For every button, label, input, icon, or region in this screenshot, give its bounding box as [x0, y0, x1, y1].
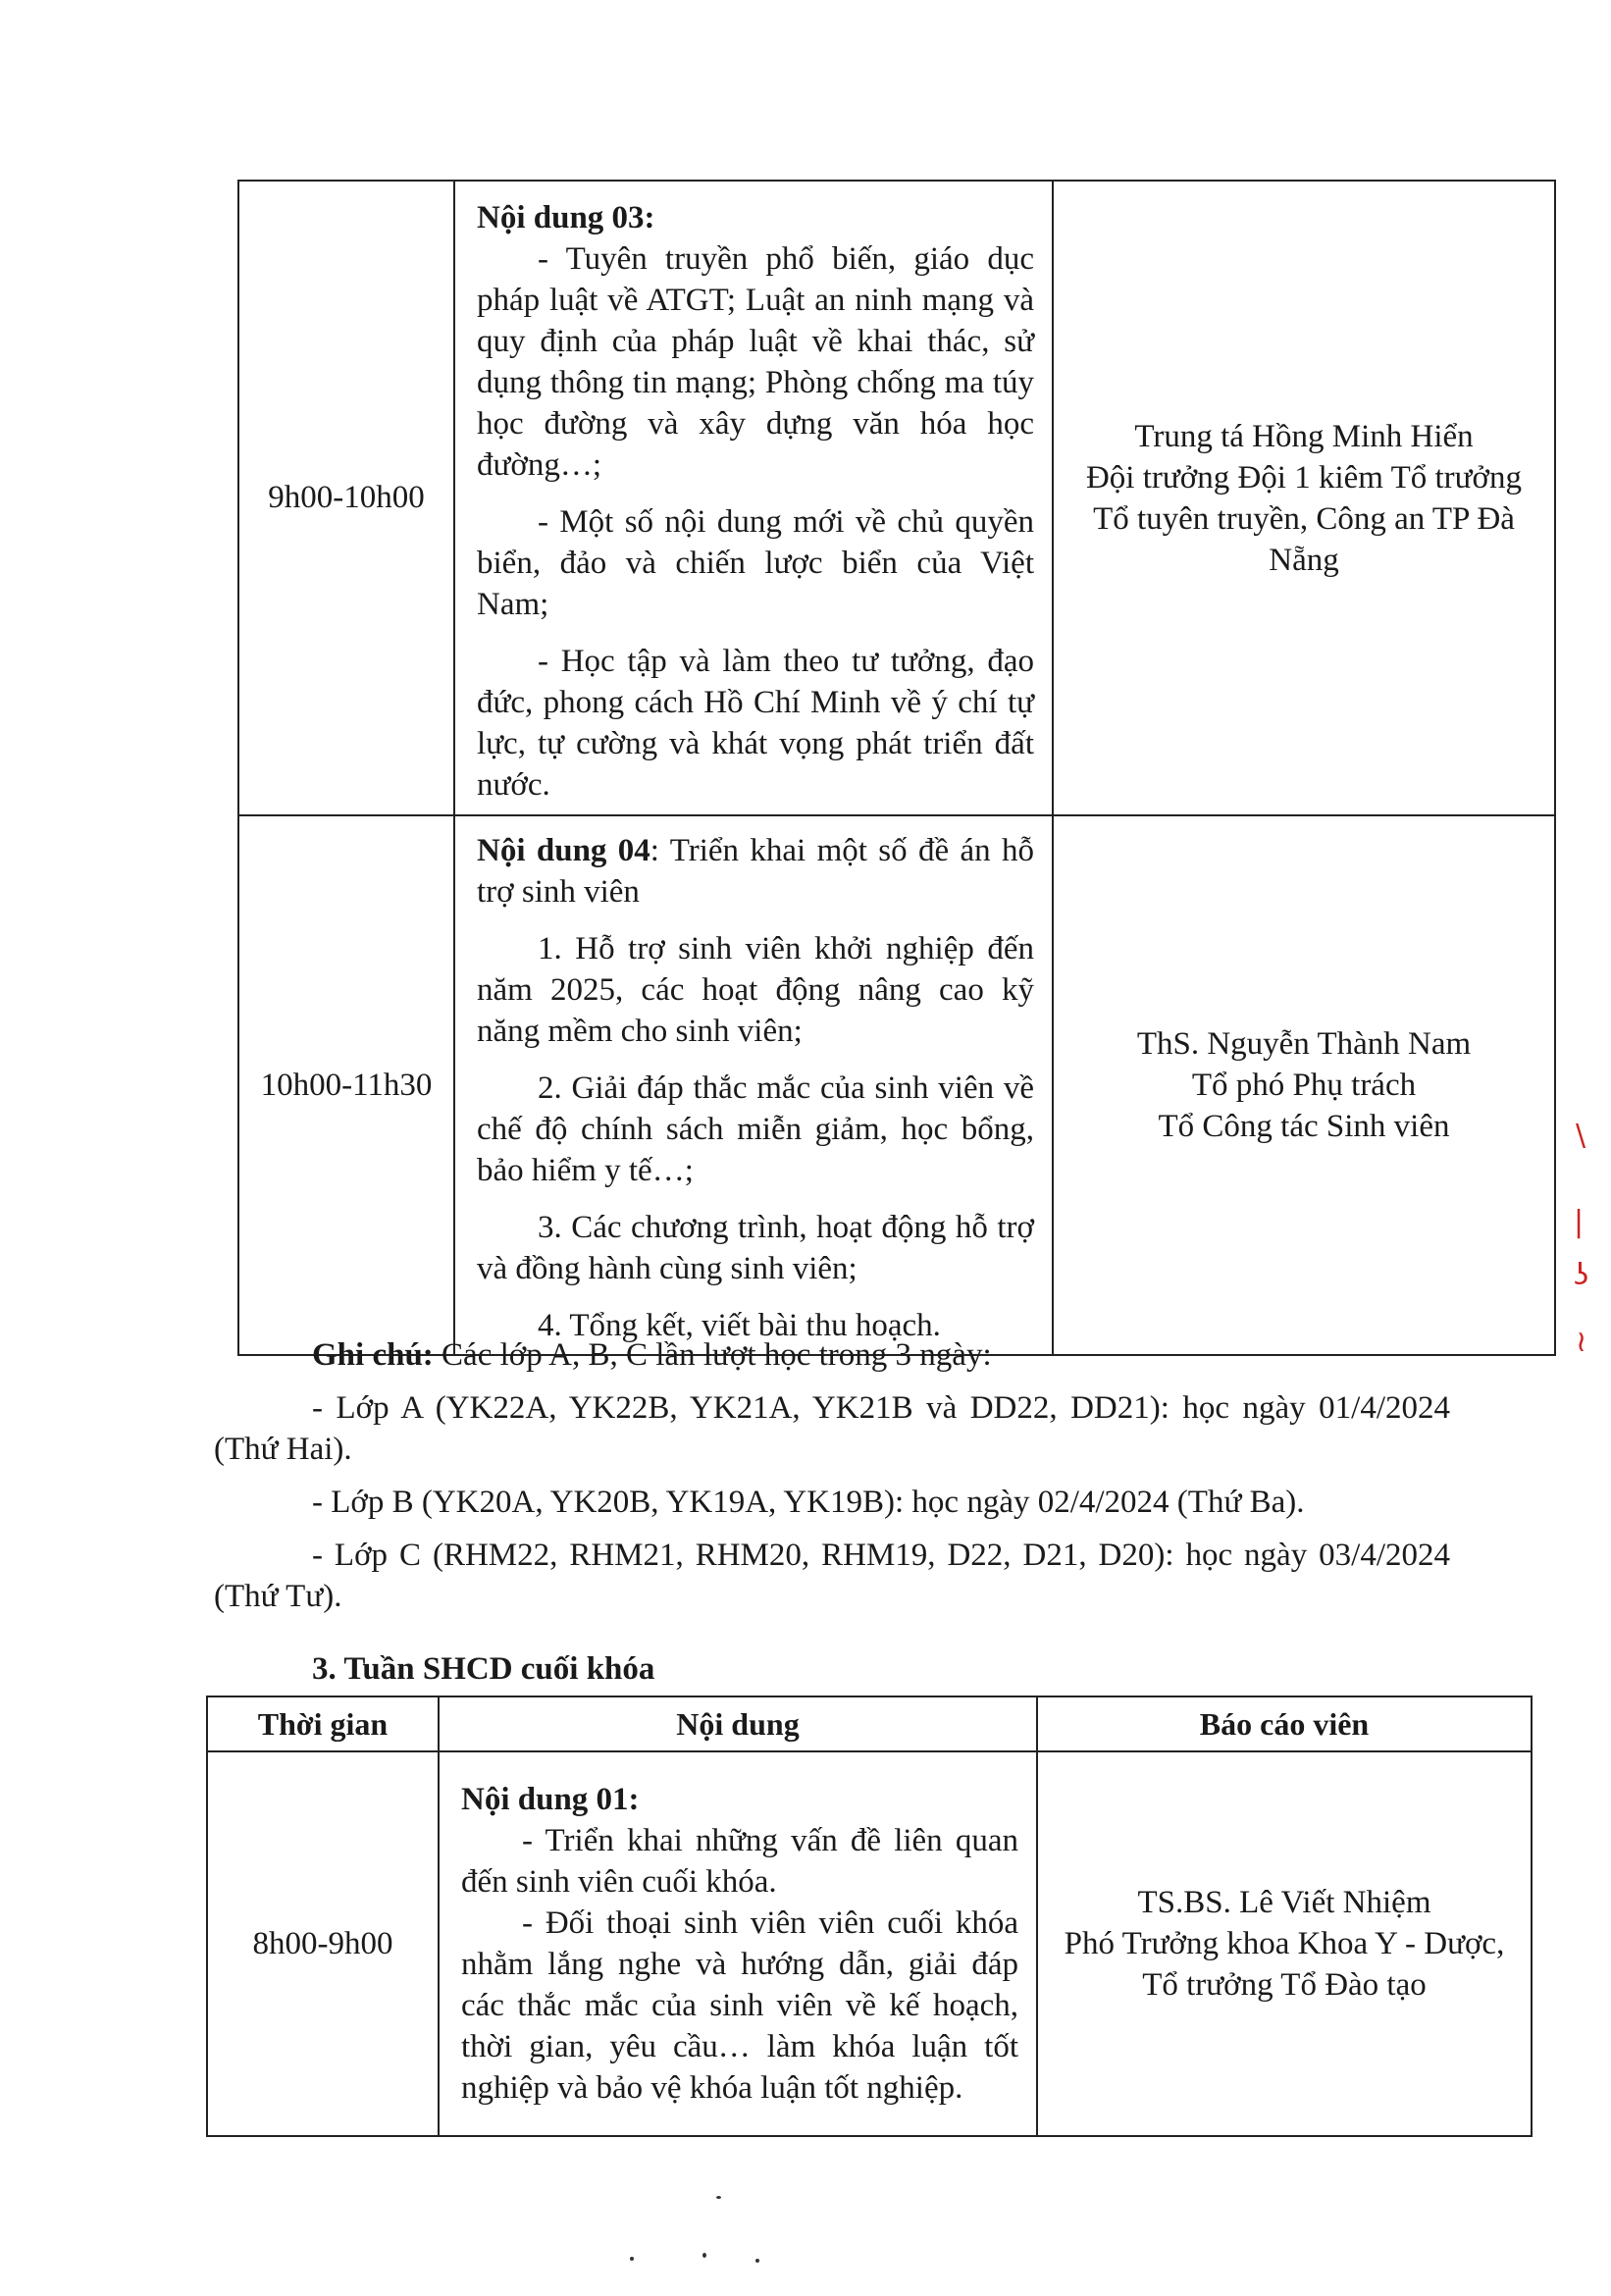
time-cell: 9h00-10h00	[238, 181, 454, 815]
table-header-row	[207, 1696, 1532, 1751]
content-heading: Nội dung 04	[477, 833, 650, 868]
scan-speck	[702, 2253, 706, 2258]
content-cell	[454, 181, 1053, 815]
speaker-cell	[1053, 815, 1555, 1355]
speaker-title: Đội trưởng Đội 1 kiêm Tổ trưởng Tổ tuyên truyền, Công an TP Đà Nẵng	[1085, 459, 1523, 578]
content-item: 2. Giải đáp thắc mắc của sinh viên về chế độ chính sách miễn giảm, học bổng, bảo hiểm y tế…;	[477, 1070, 1034, 1188]
margin-handwriting-mark: \	[1576, 1119, 1586, 1153]
time-cell: 10h00-11h30	[238, 815, 454, 1355]
notes-label: Ghi chú:	[312, 1337, 434, 1373]
note-line: - Lớp C (RHM22, RHM21, RHM20, RHM19, D22, D21, D20): học ngày 03/4/2024 (Thứ Tư).	[214, 1538, 1450, 1614]
table-row	[207, 1751, 1532, 2136]
content-cell	[439, 1751, 1037, 2136]
notes-intro	[214, 1334, 1450, 1376]
scan-speck	[755, 2259, 759, 2263]
content-heading-line	[477, 830, 1034, 913]
scan-speck	[630, 2257, 634, 2261]
margin-handwriting-mark: ʖ	[1574, 1258, 1589, 1292]
table-row	[238, 815, 1555, 1355]
note-line: - Lớp A (YK22A, YK22B, YK21A, YK21B và DD22, DD21): học ngày 01/4/2024 (Thứ Hai).	[214, 1390, 1450, 1467]
section-title: 3. Tuần SHCD cuối khóa	[312, 1651, 655, 1687]
content-heading: Nội dung 03:	[477, 199, 655, 235]
notes-block	[214, 1334, 1450, 1629]
speaker-name: TS.BS. Lê Viết Nhiệm	[1137, 1885, 1431, 1920]
content-item: - Triển khai những vấn đề liên quan đến sinh viên cuối khóa.	[461, 1823, 1018, 1900]
margin-handwriting-mark: ≀	[1576, 1325, 1587, 1359]
column-header-content: Nội dung	[439, 1696, 1037, 1751]
content-item: 1. Hỗ trợ sinh viên khởi nghiệp đến năm 2025, các hoạt động nâng cao kỹ năng mềm cho sinh viên;	[477, 931, 1034, 1049]
speaker-title: Phó Trưởng khoa Khoa Y - Dược, Tổ trưởng Tổ Đào tạo	[1064, 1926, 1505, 2003]
scan-speck	[716, 2196, 721, 2199]
schedule-table-continued	[237, 180, 1556, 1356]
column-header-speaker: Báo cáo viên	[1037, 1696, 1532, 1751]
content-item: - Học tập và làm theo tư tưởng, đạo đức, phong cách Hồ Chí Minh về ý chí tự lực, tự cường và khát vọng phát triển đất nước.	[477, 643, 1034, 803]
content-item: 3. Các chương trình, hoạt động hỗ trợ và đồng hành cùng sinh viên;	[477, 1210, 1034, 1286]
note-line: - Lớp B (YK20A, YK20B, YK19A, YK19B): học ngày 02/4/2024 (Thứ Ba).	[312, 1485, 1305, 1520]
schedule-table-final-week	[206, 1696, 1533, 2137]
content-item: 4. Tổng kết, viết bài thu hoạch.	[538, 1308, 941, 1343]
column-header-time: Thời gian	[207, 1696, 439, 1751]
content-item: - Một số nội dung mới về chủ quyền biển, đảo và chiến lược biển của Việt Nam;	[477, 503, 1034, 622]
speaker-cell	[1053, 181, 1555, 815]
speaker-name: Trung tá Hồng Minh Hiển	[1134, 418, 1474, 454]
content-item: - Đối thoại sinh viên viên cuối khóa nhằm lắng nghe và hướng dẫn, giải đáp các thắc mắc của sinh viên về kế hoạch, thời gian, yêu cầu… làm khóa luận tốt nghiệp và bảo vệ khóa luận tốt nghiệp.	[461, 1905, 1018, 2106]
content-heading: Nội dung 01:	[461, 1782, 640, 1817]
speaker-title: Tổ Công tác Sinh viên	[1158, 1109, 1450, 1144]
speaker-cell	[1037, 1751, 1532, 2136]
content-heading-rest: : Triển khai một số đề án hỗ trợ sinh viên	[477, 833, 1034, 910]
time-cell: 8h00-9h00	[207, 1751, 439, 2136]
speaker-name: ThS. Nguyễn Thành Nam	[1136, 1026, 1472, 1062]
speaker-title: Tổ phó Phụ trách	[1191, 1068, 1417, 1103]
notes-intro-text: Các lớp A, B, C lần lượt học trong 3 ngày:	[433, 1337, 992, 1373]
table-row	[238, 181, 1555, 815]
content-cell	[454, 815, 1053, 1355]
content-item: - Tuyên truyền phổ biến, giáo dục pháp luật về ATGT; Luật an ninh mạng và quy định của pháp luật về khai thác, sử dụng thông tin mạng; Phòng chống ma túy học đường và xây dựng văn hóa học đường…;	[477, 240, 1034, 483]
margin-handwriting-mark: |	[1574, 1205, 1585, 1239]
